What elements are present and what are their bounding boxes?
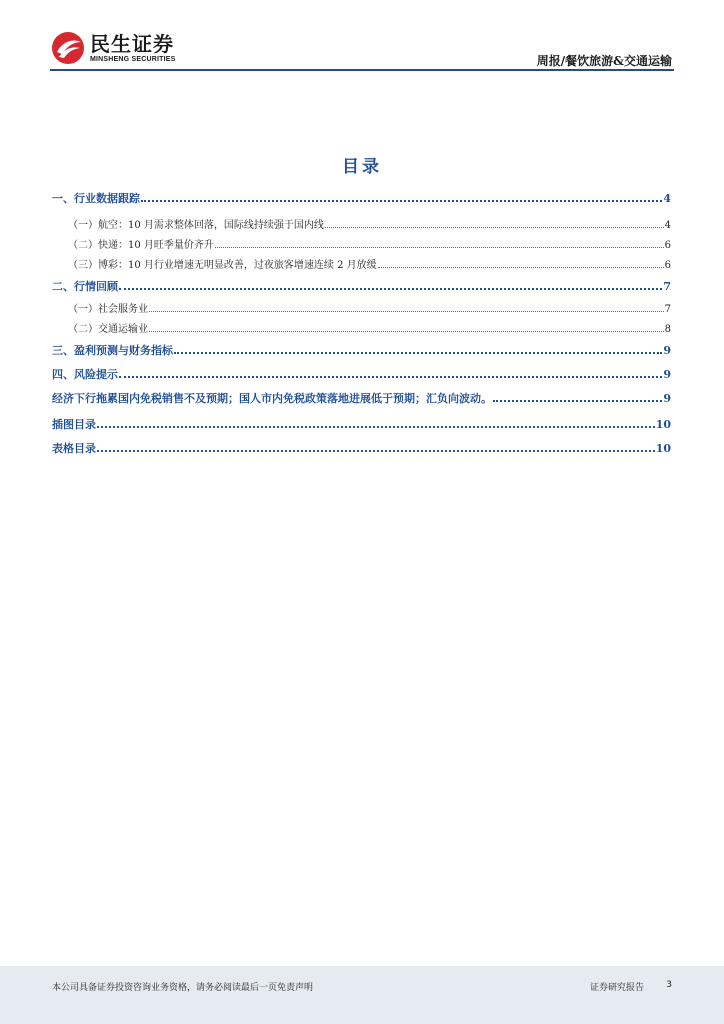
toc-entry-page: 9	[663, 344, 671, 357]
toc-subsection-entry[interactable]	[52, 300, 671, 315]
toc-leader-dots	[215, 238, 664, 248]
toc-leader-dots	[97, 441, 655, 452]
footer-disclaimer: 本公司具备证券投资咨询业务资格，请务必阅读最后一页免责声明	[52, 983, 314, 993]
logo-english-name: MINSHENG SECURITIES	[90, 55, 176, 63]
toc-subsection-entry[interactable]	[52, 216, 671, 231]
toc-entry-page: 6	[664, 260, 671, 271]
toc-leader-dots	[493, 391, 662, 402]
toc-section-entry[interactable]	[52, 416, 671, 432]
toc-subsection-entry[interactable]	[52, 236, 671, 251]
company-logo	[50, 30, 175, 66]
toc-leader-dots	[378, 258, 664, 268]
toc-entry-page: 10	[655, 418, 671, 431]
toc-entry-label: （一）航空：10 月需求整体回落，国际线持续强于国内线	[68, 220, 324, 231]
toc-subsection-entry[interactable]	[52, 256, 671, 271]
toc-leader-dots	[119, 367, 662, 378]
toc-leader-dots	[141, 191, 662, 202]
toc-entry-page: 7	[664, 304, 671, 315]
toc-entry-label: 二、行情回顾	[52, 280, 118, 293]
toc-entry-label: （二）快递：10 月旺季量价齐升	[68, 240, 214, 251]
toc-entry-label: 一、行业数据跟踪	[52, 192, 140, 205]
toc-title: 目录	[342, 157, 382, 177]
toc-entry-page: 8	[664, 324, 671, 335]
page-footer	[0, 966, 724, 1024]
toc-leader-dots	[149, 302, 664, 312]
toc-section-entry[interactable]	[52, 390, 671, 406]
toc-leader-dots	[325, 218, 664, 228]
toc-entry-label: 插图目录	[52, 418, 96, 431]
toc-section-entry[interactable]	[52, 278, 671, 294]
toc-entry-page: 4	[663, 192, 671, 205]
toc-leader-dots	[119, 279, 662, 290]
footer-doc-type: 证券研究报告	[589, 983, 644, 993]
toc-entry-page: 9	[663, 368, 671, 381]
toc-leader-dots	[149, 322, 664, 332]
toc-entry-label: 表格目录	[52, 442, 96, 455]
toc-entry-label: （二）交通运输业	[68, 324, 148, 335]
toc-entry-page: 6	[664, 240, 671, 251]
toc-section-entry[interactable]	[52, 190, 671, 206]
toc-entry-page: 9	[663, 392, 671, 405]
report-category: 周报/餐饮旅游&交通运输	[536, 54, 672, 68]
toc-entry-label: 三、盈利预测与财务指标	[52, 344, 173, 357]
header-divider	[50, 69, 674, 71]
page-header	[0, 0, 724, 76]
toc-leader-dots	[174, 343, 662, 354]
toc-entry-label: （一）社会服务业	[68, 304, 148, 315]
toc-entry-page: 7	[663, 280, 671, 293]
minsheng-logo-icon	[50, 30, 86, 66]
toc-section-entry[interactable]	[52, 342, 671, 358]
toc-entry-label: 四、风险提示	[52, 368, 118, 381]
toc-entry-page: 4	[664, 220, 671, 231]
toc-section-entry[interactable]	[52, 440, 671, 456]
toc-leader-dots	[97, 417, 655, 428]
toc-section-entry[interactable]	[52, 366, 671, 382]
toc-subsection-entry[interactable]	[52, 320, 671, 335]
toc-entry-page: 10	[655, 442, 671, 455]
toc-entry-label: 经济下行拖累国内免税销售不及预期；国人市内免税政策落地进展低于预期；汇负向波动。	[52, 392, 492, 405]
page-number: 3	[666, 980, 672, 990]
toc-entry-label: （三）博彩：10 月行业增速无明显改善，过夜旅客增速连续 2 月放缓	[68, 260, 377, 271]
logo-chinese-name: 民生证券	[90, 31, 174, 56]
